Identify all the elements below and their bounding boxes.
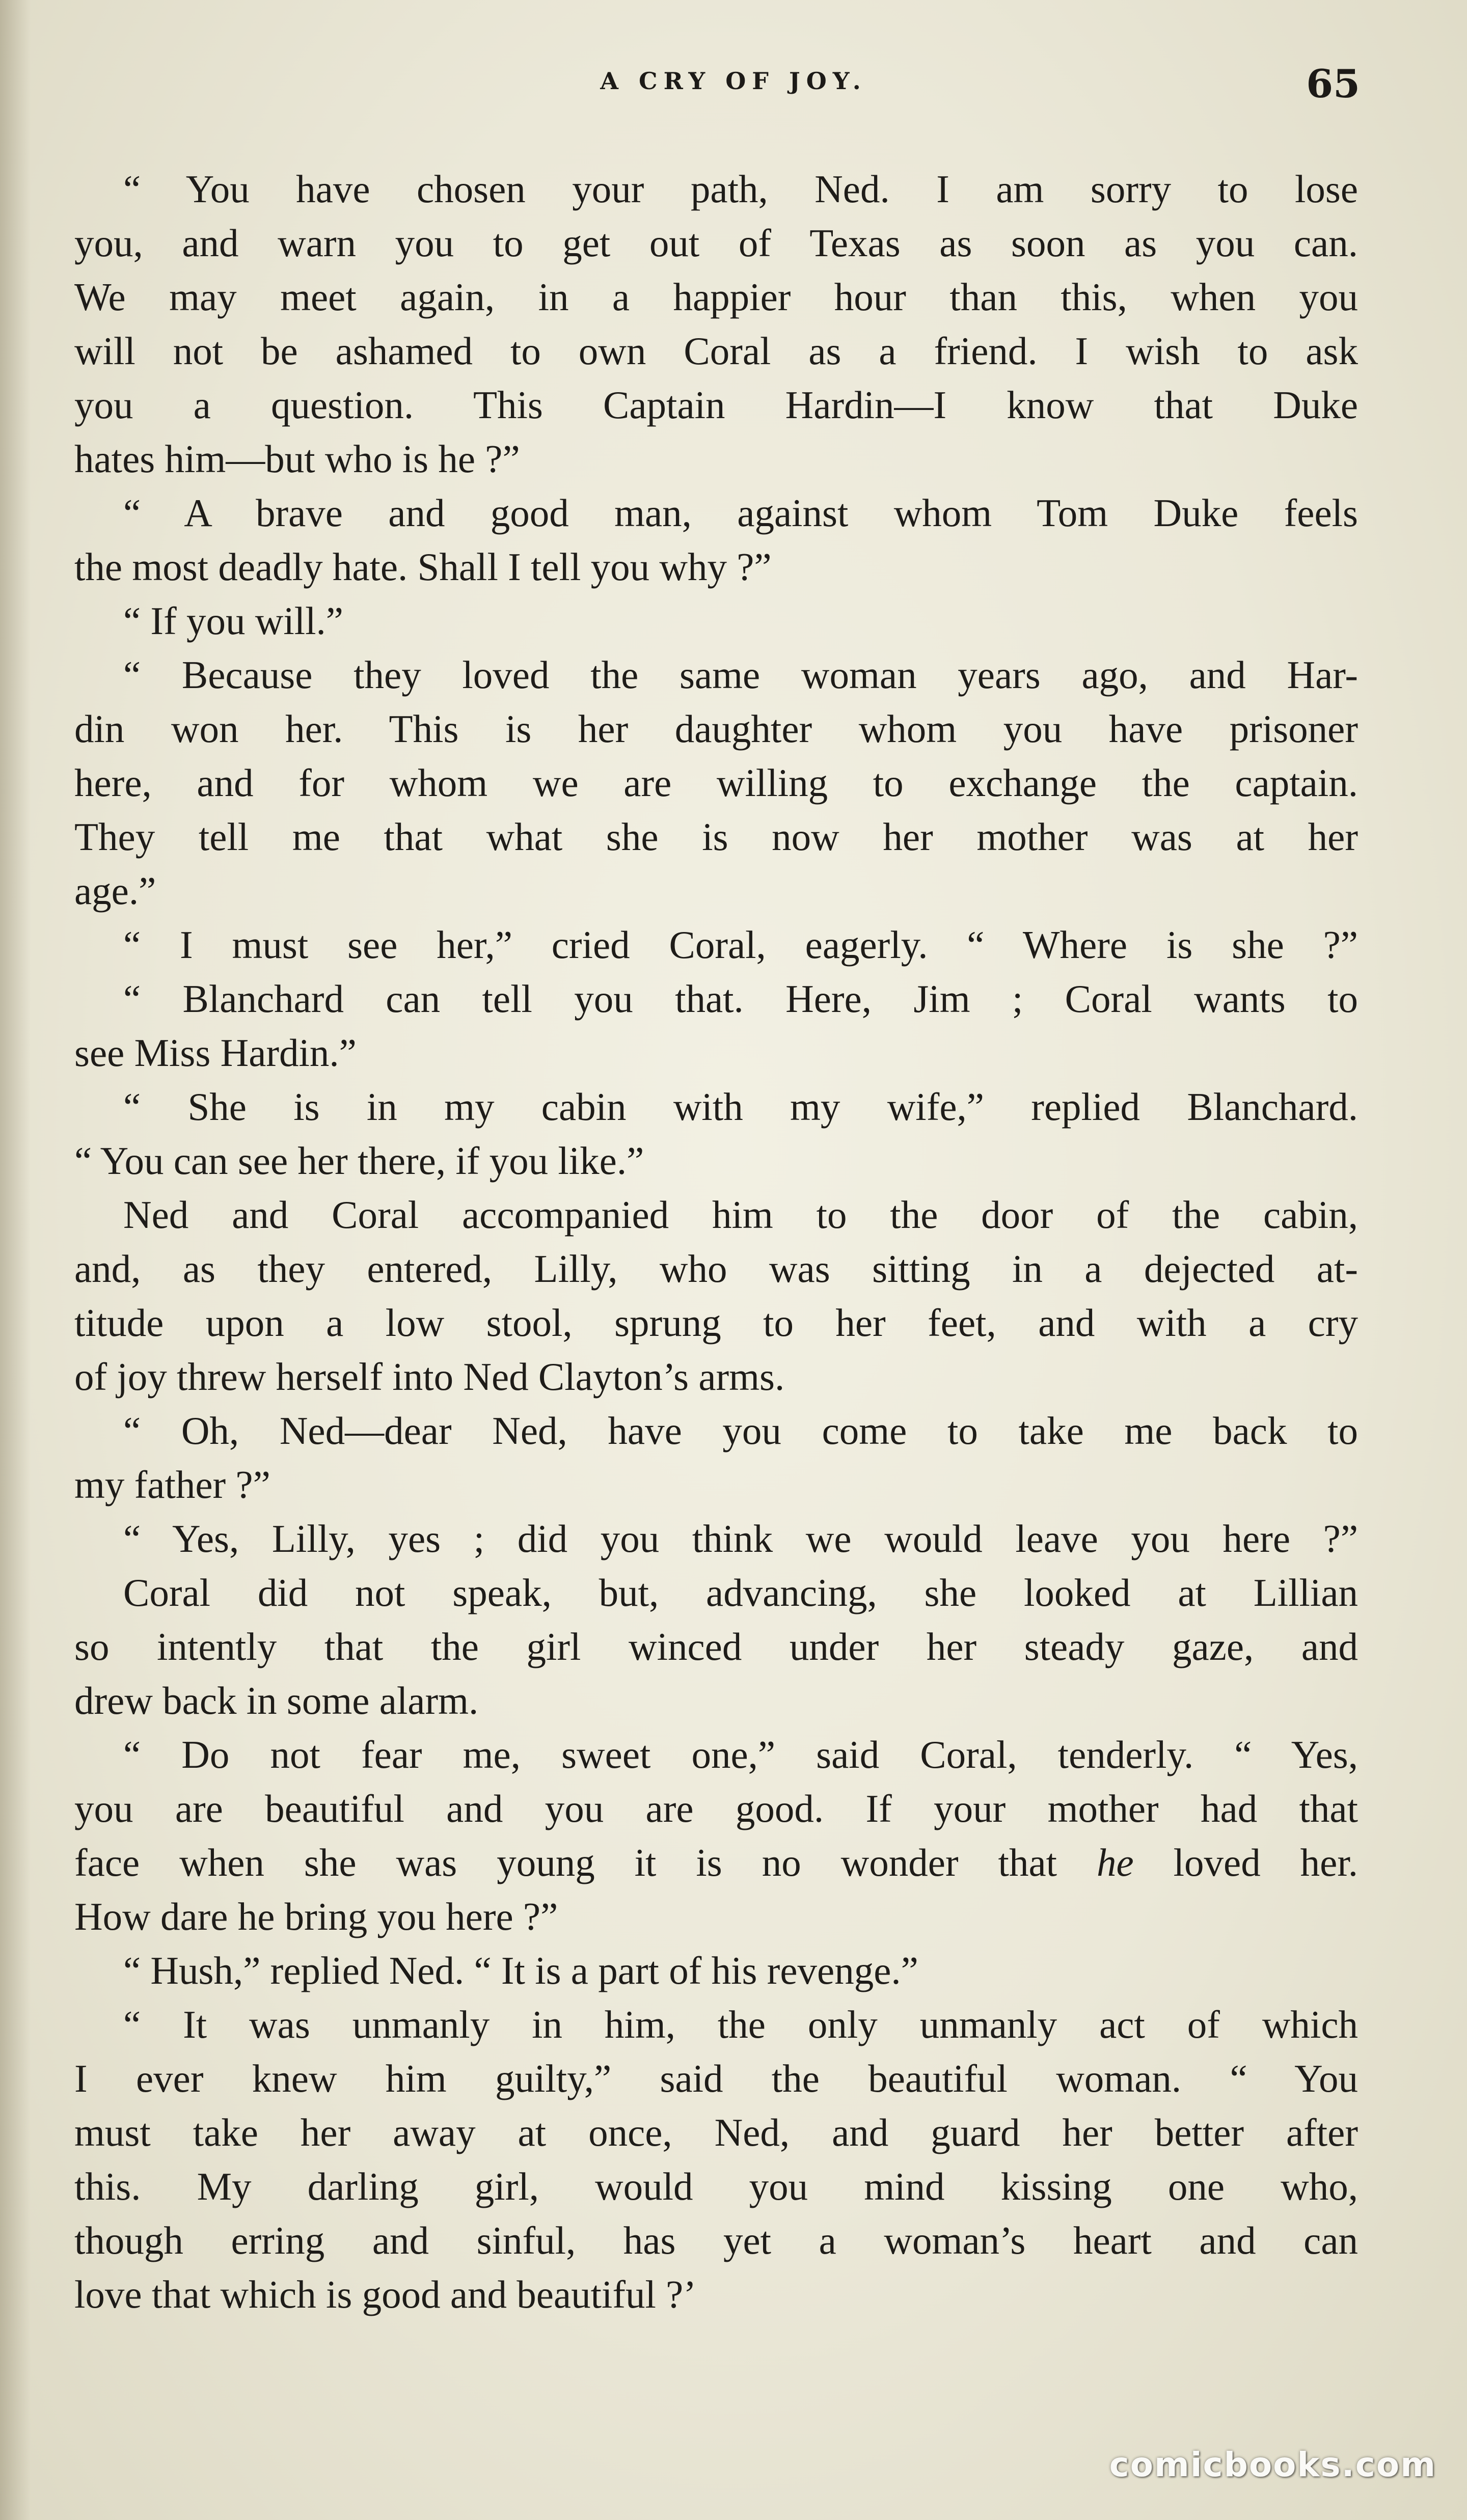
text-line: the most deadly hate. Shall I tell you why ?”	[74, 545, 772, 589]
text-line: my father ?”	[74, 1463, 270, 1506]
text-line: “ It was unmanly in him, the only unmanly act of which	[123, 2003, 1358, 2046]
text-line: of joy threw herself into Ned Clayton’s arms.	[74, 1355, 785, 1399]
text-line: din won her. This is her daughter whom you have prisoner	[74, 707, 1358, 751]
spine-shadow	[0, 0, 31, 2520]
text-line: and, as they entered, Lilly, who was sitting in a dejected at-	[74, 1247, 1358, 1291]
text-line: must take her away at once, Ned, and guard her better after	[74, 2111, 1358, 2154]
running-title: A CRY OF JOY.	[600, 67, 867, 95]
text-line: drew back in some alarm.	[74, 1679, 479, 1722]
text-line: titude upon a low stool, sprung to her feet, and with a cry	[74, 1301, 1358, 1345]
text-line: How dare he bring you here ?”	[74, 1895, 558, 1938]
text-line: “ A brave and good man, against whom Tom Duke feels	[123, 491, 1358, 535]
text-line: “ You can see her there, if you like.”	[74, 1139, 644, 1183]
watermark: comicbooks.com	[1109, 2445, 1436, 2484]
text-line: “ Because they loved the same woman years ago, and Har-	[123, 653, 1358, 697]
text-line: “ Hush,” replied Ned. “ It is a part of his revenge.”	[123, 1949, 918, 1992]
text-line: here, and for whom we are willing to exchange the captain.	[74, 761, 1358, 805]
page-number: 65	[1306, 61, 1360, 106]
running-head	[0, 61, 1467, 122]
text-line: you, and warn you to get out of Texas as soon as you can.	[74, 221, 1358, 265]
emphasis: he	[1097, 1841, 1134, 1884]
text-line: this. My darling girl, would you mind kissing one who,	[74, 2165, 1358, 2208]
text-line: love that which is good and beautiful ?’	[74, 2272, 696, 2316]
text-line: “ She is in my cabin with my wife,” replied Blanchard.	[123, 1085, 1358, 1129]
text-line: “ Blanchard can tell you that. Here, Jim ; Coral wants to	[123, 977, 1358, 1021]
text-line: “ Do not fear me, sweet one,” said Coral, tenderly. “ Yes,	[123, 1733, 1358, 1776]
text-line: age.”	[74, 869, 156, 913]
text-line: so intently that the girl winced under her steady gaze, and	[74, 1625, 1358, 1668]
text-line: “ Yes, Lilly, yes ; did you think we would leave you here ?”	[123, 1517, 1358, 1560]
text-line: hates him—but who is he ?”	[74, 437, 520, 481]
text-line: We may meet again, in a happier hour than this, when you	[74, 275, 1358, 319]
text-line: “ If you will.”	[123, 599, 343, 643]
text-line: Coral did not speak, but, advancing, she looked at Lillian	[123, 1571, 1358, 1614]
text-line: They tell me that what she is now her mother was at her	[74, 815, 1358, 859]
text-line: you a question. This Captain Hardin—I know that Duke	[74, 383, 1358, 427]
text-line: Ned and Coral accompanied him to the door of the cabin,	[123, 1193, 1358, 1237]
text-line: “ You have chosen your path, Ned. I am sorry to lose	[123, 167, 1358, 211]
text-line: “ I must see her,” cried Coral, eagerly. “ Where is she ?”	[123, 923, 1358, 967]
text-line: you are beautiful and you are good. If your mother had that	[74, 1787, 1358, 1830]
text-line: though erring and sinful, has yet a woman’s heart and can	[74, 2218, 1358, 2262]
text-line: will not be ashamed to own Coral as a friend. I wish to ask	[74, 329, 1358, 373]
body-text	[74, 162, 1358, 2321]
text-line: “ Oh, Ned—dear Ned, have you come to take me back to	[123, 1409, 1358, 1453]
text-line: see Miss Hardin.”	[74, 1031, 357, 1075]
text-line: face when she was young it is no wonder that he loved her.	[74, 1841, 1358, 1884]
text-line: I ever knew him guilty,” said the beautiful woman. “ You	[74, 2057, 1358, 2100]
